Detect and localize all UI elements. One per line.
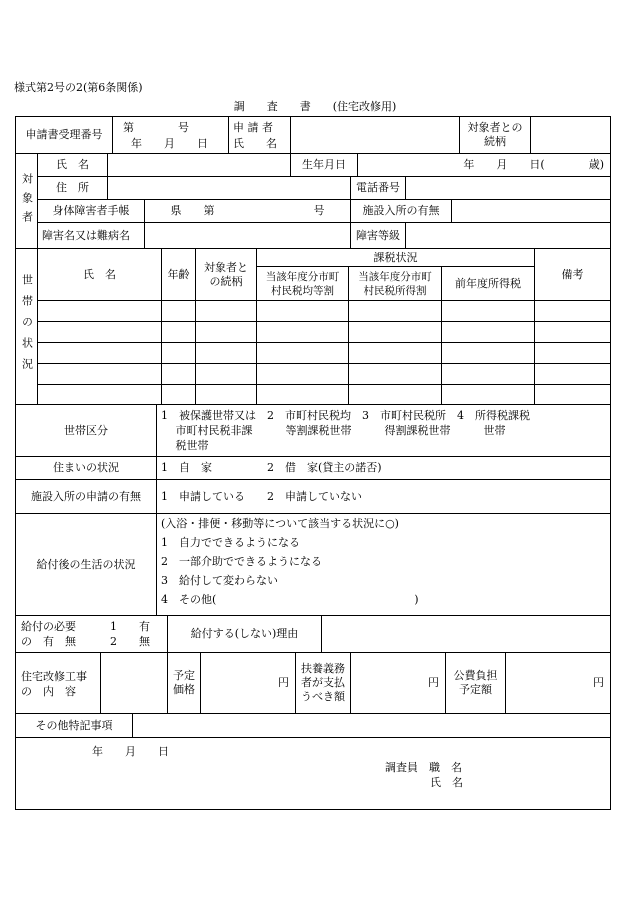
planned-price-field[interactable] [200, 652, 296, 714]
handbook-field[interactable]: 県 第 号 [144, 199, 351, 223]
housing-label: 住まいの状況 [15, 456, 157, 480]
investigator-title: 調査員 職 名 [385, 761, 462, 774]
notes-label: その他特記事項 [15, 713, 133, 738]
disability-name-label: 障害名又は難病名 [37, 222, 145, 249]
public-amount-field[interactable] [505, 652, 611, 714]
survey-date: 年 月 日 [92, 745, 169, 758]
household-row-cell[interactable] [37, 342, 162, 364]
col-remarks: 備考 [534, 248, 611, 301]
household-row-cell[interactable] [161, 384, 196, 405]
household-row-cell[interactable] [161, 321, 196, 343]
household-row-cell[interactable] [348, 363, 442, 385]
household-row-cell[interactable] [37, 321, 162, 343]
life-after-opt4: 4 その他( ) [161, 593, 419, 606]
household-row-cell[interactable] [534, 342, 611, 364]
reason-label: 給付する(しない)理由 [167, 615, 322, 653]
applicant-name-field[interactable] [290, 116, 460, 154]
household-row-cell[interactable] [256, 321, 349, 343]
household-row-cell[interactable] [161, 300, 196, 322]
necessity-opt1: 1 有 [110, 620, 150, 633]
support-line2: 者が支払 [301, 676, 345, 689]
applicant-label-line2: 氏 名 [233, 137, 277, 150]
handbook-label: 身体障害者手帳 [37, 199, 145, 223]
household-row-cell[interactable] [195, 384, 257, 405]
necessity-label-line2: の 有 無 [21, 635, 76, 648]
reason-field[interactable] [321, 615, 611, 653]
household-row-cell[interactable] [348, 300, 442, 322]
dob-label: 生年月日 [290, 153, 358, 177]
planned-price-line2: 価格 [173, 683, 195, 696]
subject-name-field[interactable] [107, 153, 291, 177]
household-row-cell[interactable] [441, 300, 535, 322]
facility-field[interactable] [451, 199, 611, 223]
col-tax-equal [256, 266, 349, 301]
household-row-cell[interactable] [195, 363, 257, 385]
col-age: 年齢 [161, 248, 196, 301]
classification-line2: 市町村民税非課 等割課税世帯 得割課税世帯 世帯 [161, 424, 506, 437]
applicant-label [228, 116, 291, 154]
support-line3: うべき額 [301, 690, 345, 703]
household-row-cell[interactable] [256, 342, 349, 364]
household-row-cell[interactable] [348, 342, 442, 364]
support-amount-label [295, 652, 351, 714]
household-row-cell[interactable] [256, 384, 349, 405]
construction-field[interactable] [100, 652, 168, 714]
household-row-cell[interactable] [195, 300, 257, 322]
household-row-cell[interactable] [441, 342, 535, 364]
form-number: 様式第2号の2(第6条関係) [14, 81, 143, 94]
household-row-cell[interactable] [195, 342, 257, 364]
household-row-cell[interactable] [256, 300, 349, 322]
life-after-label: 給付後の生活の状況 [15, 513, 157, 616]
life-after-opt3: 3 給付して変わらない [161, 574, 278, 587]
facility-label: 施設入所の有無 [350, 199, 452, 223]
construction-label [15, 652, 101, 714]
form-title [0, 98, 630, 114]
investigator-name: 氏 名 [430, 776, 463, 789]
public-line1: 公費負担 [453, 669, 498, 682]
col-relation-line1: 対象者と [204, 260, 248, 274]
survey-form [15, 116, 611, 810]
col-tax-status: 課税状況 [256, 248, 535, 267]
relation-label [459, 116, 531, 154]
address-label: 住 所 [37, 176, 108, 200]
col-tax-income-line2: 村民税所得割 [363, 284, 427, 297]
necessity-options[interactable] [100, 615, 168, 653]
disability-grade-label: 障害等級 [350, 222, 406, 249]
household-row-cell[interactable] [161, 342, 196, 364]
yen-unit: 円 [428, 676, 439, 689]
phone-label: 電話番号 [350, 176, 406, 200]
construction-label-line1: 住宅改修工事 [21, 670, 87, 683]
subject-name-label: 氏 名 [37, 153, 108, 177]
subject-section-label [15, 153, 38, 249]
household-row-cell[interactable] [348, 384, 442, 405]
life-after-intro: (入浴・排便・移動等について該当する状況に○) [161, 517, 399, 530]
household-row-cell[interactable] [161, 363, 196, 385]
household-row-cell[interactable] [441, 384, 535, 405]
relation-label-line1: 対象者との [467, 121, 523, 134]
title-sub: (住宅改修用) [332, 100, 397, 113]
life-after-options[interactable] [156, 513, 611, 616]
col-tax-equal-line2: 村民税均等割 [271, 284, 334, 297]
necessity-label [15, 615, 101, 653]
classification-options[interactable] [156, 404, 611, 457]
address-field[interactable] [107, 176, 351, 200]
receipt-no-field[interactable] [112, 116, 229, 154]
support-line1: 扶養義務 [301, 662, 345, 675]
receipt-no-line1: 第 号 [123, 121, 189, 134]
subject-section-text: 対象者 [20, 172, 34, 230]
household-row-cell[interactable] [348, 321, 442, 343]
household-row-cell[interactable] [534, 321, 611, 343]
relation-field[interactable] [530, 116, 611, 154]
signature-box [15, 737, 611, 810]
public-line2: 予定額 [459, 683, 492, 696]
household-section-text: 世帯の状況 [20, 274, 34, 379]
household-row-cell[interactable] [195, 321, 257, 343]
life-after-opt2: 2 一部介助でできるようになる [161, 555, 322, 568]
phone-field[interactable] [405, 176, 611, 200]
necessity-label-line1: 給付の必要 [21, 620, 76, 633]
title-main: 調査書 [233, 100, 333, 113]
dob-field[interactable]: 年 月 日( 歳) [357, 153, 611, 177]
col-tax-equal-line1: 当該年度分市町 [265, 270, 340, 283]
yen-unit: 円 [278, 676, 289, 689]
household-row-cell[interactable] [37, 384, 162, 405]
yen-unit: 円 [593, 676, 604, 689]
classification-line3: 税世帯 [161, 439, 209, 452]
household-row-cell[interactable] [534, 300, 611, 322]
household-section-label [15, 248, 38, 405]
col-tax-income [348, 266, 442, 301]
applicant-label-line1: 申 請 者 [233, 121, 273, 134]
notes-field[interactable] [132, 713, 611, 738]
public-amount-label [445, 652, 506, 714]
household-row-cell[interactable] [441, 321, 535, 343]
facility-application-label: 施設入所の申請の有無 [15, 479, 157, 514]
household-row-cell[interactable] [256, 363, 349, 385]
col-prev-income: 前年度所得税 [441, 266, 535, 301]
col-tax-income-line1: 当該年度分市町 [358, 270, 432, 283]
life-after-opt1: 1 自力でできるようになる [161, 536, 300, 549]
construction-label-line2: の 内 容 [21, 685, 76, 698]
household-row-cell[interactable] [37, 300, 162, 322]
household-row-cell[interactable] [37, 363, 162, 385]
household-row-cell[interactable] [441, 363, 535, 385]
relation-label-line2: 続柄 [484, 135, 506, 148]
household-row-cell[interactable] [534, 384, 611, 405]
necessity-opt2: 2 無 [110, 635, 150, 648]
disability-grade-field[interactable] [405, 222, 611, 249]
col-relation [195, 248, 257, 301]
disability-name-field[interactable] [144, 222, 351, 249]
planned-price-label [167, 652, 201, 714]
planned-price-line1: 予定 [173, 669, 195, 682]
receipt-no-label: 申請書受理番号 [15, 116, 113, 154]
classification-line1: 1 被保護世帯又は 2 市町村民税均 3 市町村民税所 4 所得税課税 [161, 409, 530, 422]
household-row-cell[interactable] [534, 363, 611, 385]
facility-application-options[interactable]: 1 申請している 2 申請していない [156, 479, 611, 514]
housing-options[interactable]: 1 自 家 2 借 家(貸主の諾否) [156, 456, 611, 480]
support-amount-field[interactable] [350, 652, 446, 714]
col-name: 氏 名 [37, 248, 162, 301]
receipt-no-line2: 年 月 日 [131, 137, 208, 150]
classification-label: 世帯区分 [15, 404, 157, 457]
col-relation-line2: の続柄 [209, 274, 243, 288]
